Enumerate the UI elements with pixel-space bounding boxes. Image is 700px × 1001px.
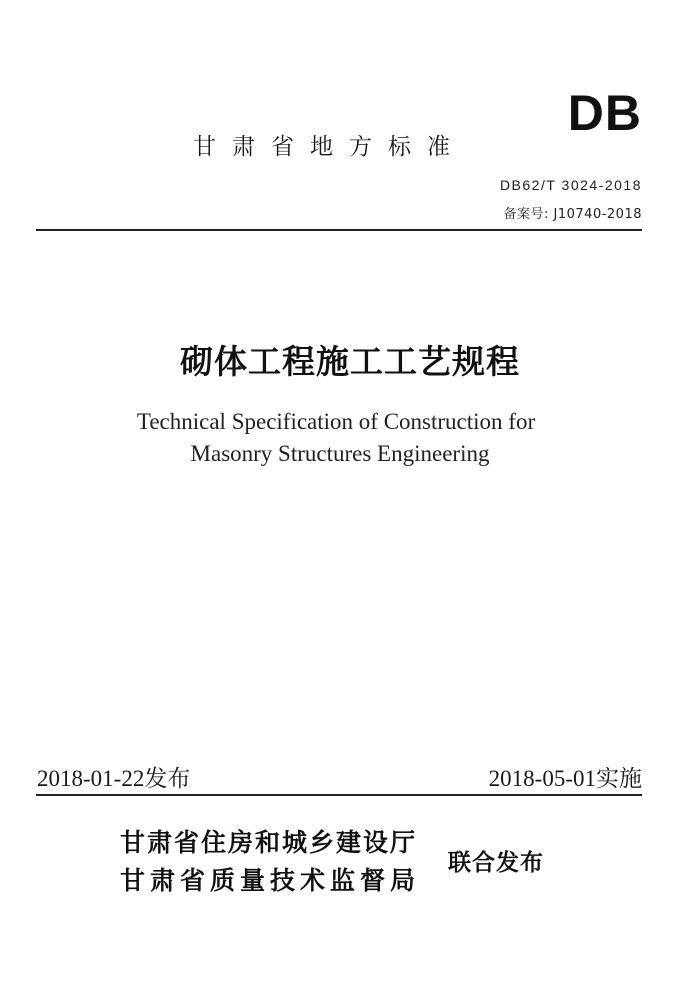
filing-number: 备案号: J10740-2018 <box>503 207 642 222</box>
standard-type-heading: 甘肃省地方标准 <box>193 134 466 160</box>
standard-number: DB62/T 3024-2018 <box>499 177 642 193</box>
title-english-line1: Technical Specification of Construction for <box>136 409 536 434</box>
joint-release-label: 联合发布 <box>448 850 544 876</box>
title-chinese: 砌体工程施工工艺规程 <box>180 342 520 381</box>
title-english-line2: Masonry Structures Engineering <box>190 441 490 466</box>
issue-date: 2018-01-22发布 <box>37 766 191 791</box>
publisher-line1: 甘肃省住房和城乡建设厅 <box>120 828 418 857</box>
db-logo: DB <box>567 85 642 141</box>
implementation-date: 2018-05-01实施 <box>488 766 642 791</box>
publisher-line2: 甘肃省质量技术监督局 <box>120 866 421 895</box>
bottom-divider <box>36 794 642 796</box>
top-divider <box>36 229 642 231</box>
